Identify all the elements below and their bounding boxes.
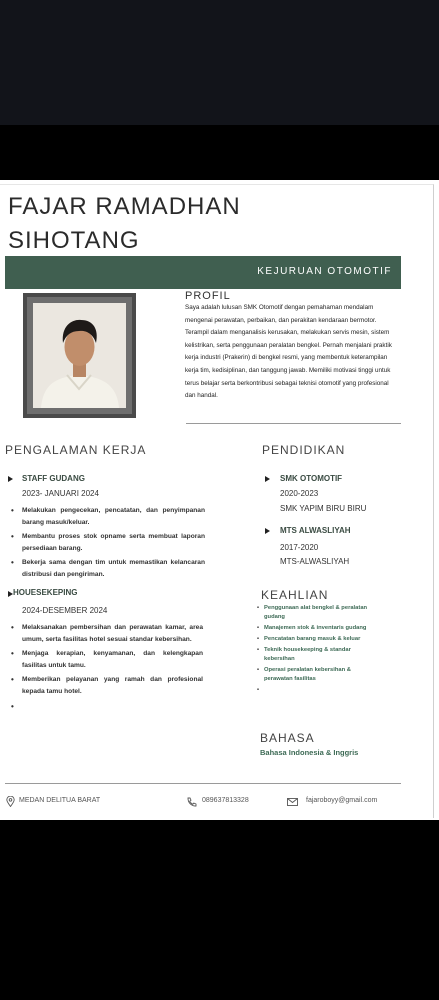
skill-item: • Operasi peralatan kebersihan & perawatan fasilitas [264, 666, 374, 683]
band-label: KEJURUAN OTOMOTIF [257, 266, 392, 277]
person-portrait-icon [33, 303, 126, 408]
job-1-role: STAFF GUDANG [22, 474, 85, 483]
job-1-marker-icon [8, 476, 13, 482]
school-1-marker-icon [265, 476, 270, 482]
profile-heading: PROFIL [185, 290, 231, 302]
school-1-period: 2020-2023 [280, 489, 319, 498]
footer-email: fajaroboyy@gmail.com [306, 797, 378, 804]
school-2-marker-icon [265, 528, 270, 534]
footer-phone: 089637813328 [202, 797, 249, 804]
job-1-duty-1: • Melakukan pengecekan, pencatatan, dan penyimpanan barang masuk/keluar. [22, 505, 205, 528]
footer-address: MEDAN DELITUA BARAT [19, 797, 101, 804]
school-1-detail: SMK YAPIM BIRU BIRU [280, 504, 367, 513]
location-icon [6, 796, 15, 807]
language-heading: BAHASA [260, 731, 315, 745]
skill-item: • Manajemen stok & inventaris gudang [264, 624, 374, 633]
profile-divider [186, 423, 401, 424]
school-2-detail: MTS-ALWASLIYAH [280, 557, 350, 566]
job-2-duty-1: • Melaksanakan pembersihan dan perawatan kamar, area umum, serta fasilitas hotel sesuai standar kebersihan. [22, 622, 203, 645]
job-2-duty-2: • Menjaga kerapian, kenyamanan, dan kelengkapan fasilitas untuk tamu. [22, 648, 203, 671]
job-1-duty-3: • Bekerja sama dengan tim untuk memastikan kelancaran distribusi dan pengiriman. [22, 557, 205, 580]
school-2-period: 2017-2020 [280, 543, 319, 552]
job-1-duties [22, 505, 205, 584]
name-line-2: SIHOTANG [8, 227, 140, 254]
phone-icon [186, 797, 197, 807]
profile-text: Saya adalah lulusan SMK Otomotif dengan pemahaman mendalam mengenai perawatan, perbaikan, dan perakitan kendaraan bermotor. Terampil dalam menganalisis kerusakan, melakukan servis mesin, sistem kelistrikan, serta penggunaan peralatan bengkel. Pernah menjalani praktik kerja industri (Prakerin) di bengkel resmi, yang membentuk keterampilan kerja tim, kedisiplinan, dan tanggung jawab. Memiliki motivasi tinggi untuk terus belajar serta berkontribusi sebagai teknisi otomotif yang profesional dan handal. [185, 304, 392, 400]
school-1-name: SMK OTOMOTIF [280, 474, 343, 483]
email-icon [287, 798, 298, 806]
name-line-1: FAJAR RAMADHAN [8, 193, 241, 220]
skill-item: • Penggunaan alat bengkel & peralatan gudang [264, 604, 374, 621]
skill-item: • Pencatatan barang masuk & keluar [264, 635, 374, 644]
skills-heading: KEAHLIAN [261, 588, 329, 602]
job-2-duty-3: • Memberikan pelayanan yang ramah dan profesional kepada tamu hotel. [22, 674, 203, 697]
job-2-duties [22, 622, 203, 701]
profile-photo-frame [23, 293, 136, 418]
job-1-period: 2023- JANUARI 2024 [22, 489, 99, 498]
profile-photo [33, 303, 126, 408]
footer-divider [5, 783, 401, 784]
top-dark-area [0, 0, 439, 125]
school-2-name: MTS ALWASLIYAH [280, 526, 351, 535]
skills-list [264, 604, 374, 686]
job-1-duty-2: • Membantu proses stok opname serta membuat laporan persediaan barang. [22, 531, 205, 554]
job-2-period: 2024-DESEMBER 2024 [22, 606, 108, 615]
experience-heading: PENGALAMAN KERJA [5, 443, 147, 457]
language-text: Bahasa Indonesia & Inggris [260, 748, 359, 757]
skill-item: • Teknik housekeeping & standar kebersihan [264, 646, 374, 663]
header-band [5, 256, 401, 289]
candidate-name [8, 190, 241, 258]
education-heading: PENDIDIKAN [262, 443, 346, 457]
job-2-role: HOUESEKEPING [13, 588, 78, 597]
